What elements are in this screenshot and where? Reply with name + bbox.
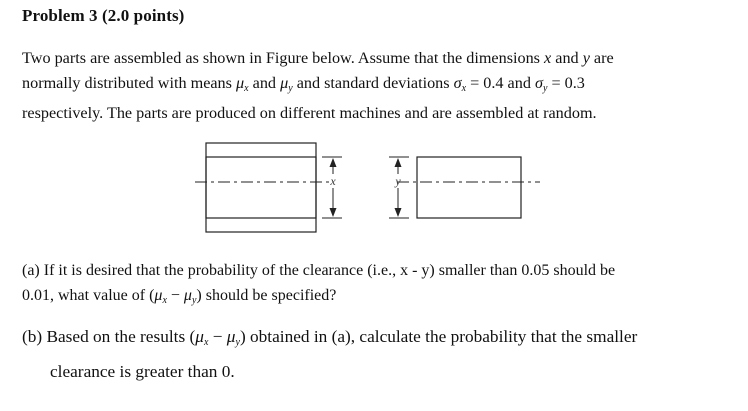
paren-open: ( <box>149 287 155 304</box>
text-segment: normally distributed with means <box>22 74 237 92</box>
text-segment: and standard deviations <box>292 74 454 92</box>
y-dim-arrow-up <box>395 158 402 167</box>
question-a-line-2 <box>22 283 615 313</box>
mu-symbol: μ <box>183 287 192 304</box>
text-segment: obtained in (a), calculate the probability that the smaller <box>245 327 638 346</box>
mu-symbol: μ <box>236 74 245 92</box>
text-segment: (b) Based on the results <box>22 327 190 346</box>
x-dim-arrow-down <box>330 208 337 217</box>
text-segment: and <box>551 49 583 67</box>
mu-symbol: μ <box>154 287 163 304</box>
question-b <box>22 322 637 386</box>
paren-open: ( <box>189 327 196 346</box>
assembly-figure <box>195 140 555 240</box>
subscript-x: x <box>203 337 209 348</box>
subscript-x: x <box>162 295 167 306</box>
mean-y <box>280 74 293 92</box>
y-dim-label: y <box>395 174 401 188</box>
text-segment: and <box>248 74 281 92</box>
subscript-x: x <box>244 83 249 94</box>
subscript-y: y <box>288 83 293 94</box>
paren-close: ) <box>196 287 202 304</box>
sigma-y <box>535 74 547 92</box>
subscript-x: x <box>461 83 467 94</box>
mu-symbol: μ <box>280 74 289 92</box>
text-segment: should be specified? <box>201 287 337 304</box>
subscript-y: y <box>191 295 197 306</box>
mu-symbol: μ <box>226 327 236 346</box>
y-dim-arrow-down <box>395 208 402 217</box>
question-a <box>22 258 615 313</box>
statement-line-3: respectively. The parts are produced on different machines and are assembled at random. <box>22 104 597 122</box>
statement-line-2 <box>22 71 732 101</box>
text-segment: 0.01, what value of <box>22 287 150 304</box>
problem-statement <box>22 46 732 126</box>
question-a-line-1: (a) If it is desired that the probability of the clearance (i.e., x - y) smaller than 0.05 should be <box>22 262 616 279</box>
mean-x <box>236 74 249 92</box>
minus-sign: − <box>166 287 184 304</box>
text-segment: are <box>589 49 614 67</box>
minus-sign: − <box>208 327 227 346</box>
x-dim-label: x <box>330 174 336 188</box>
problem-title: Problem 3 (2.0 points) <box>22 6 185 25</box>
question-b-line-1 <box>22 322 637 357</box>
text-segment: Two parts are assembled as shown in Figure below. Assume that the dimensions <box>22 49 545 67</box>
sigma-symbol: σ <box>453 74 462 92</box>
x-dim-arrow-up <box>330 158 337 167</box>
sigma-x <box>454 74 466 92</box>
question-b-line-2: clearance is greater than 0. <box>50 362 235 381</box>
sigma-symbol: σ <box>534 74 543 92</box>
left-part-outer <box>206 143 316 232</box>
right-part <box>417 157 521 218</box>
subscript-y: y <box>235 337 240 348</box>
text-segment: = 0.4 and <box>466 74 535 92</box>
subscript-y: y <box>542 83 548 94</box>
mu-symbol: μ <box>195 327 204 346</box>
statement-line-1 <box>22 46 732 71</box>
left-part-inner <box>206 157 316 218</box>
variable-y: y <box>582 49 590 67</box>
paren-close: ) <box>239 327 246 346</box>
variable-x: x <box>544 49 552 67</box>
text-segment: = 0.3 <box>547 74 585 92</box>
